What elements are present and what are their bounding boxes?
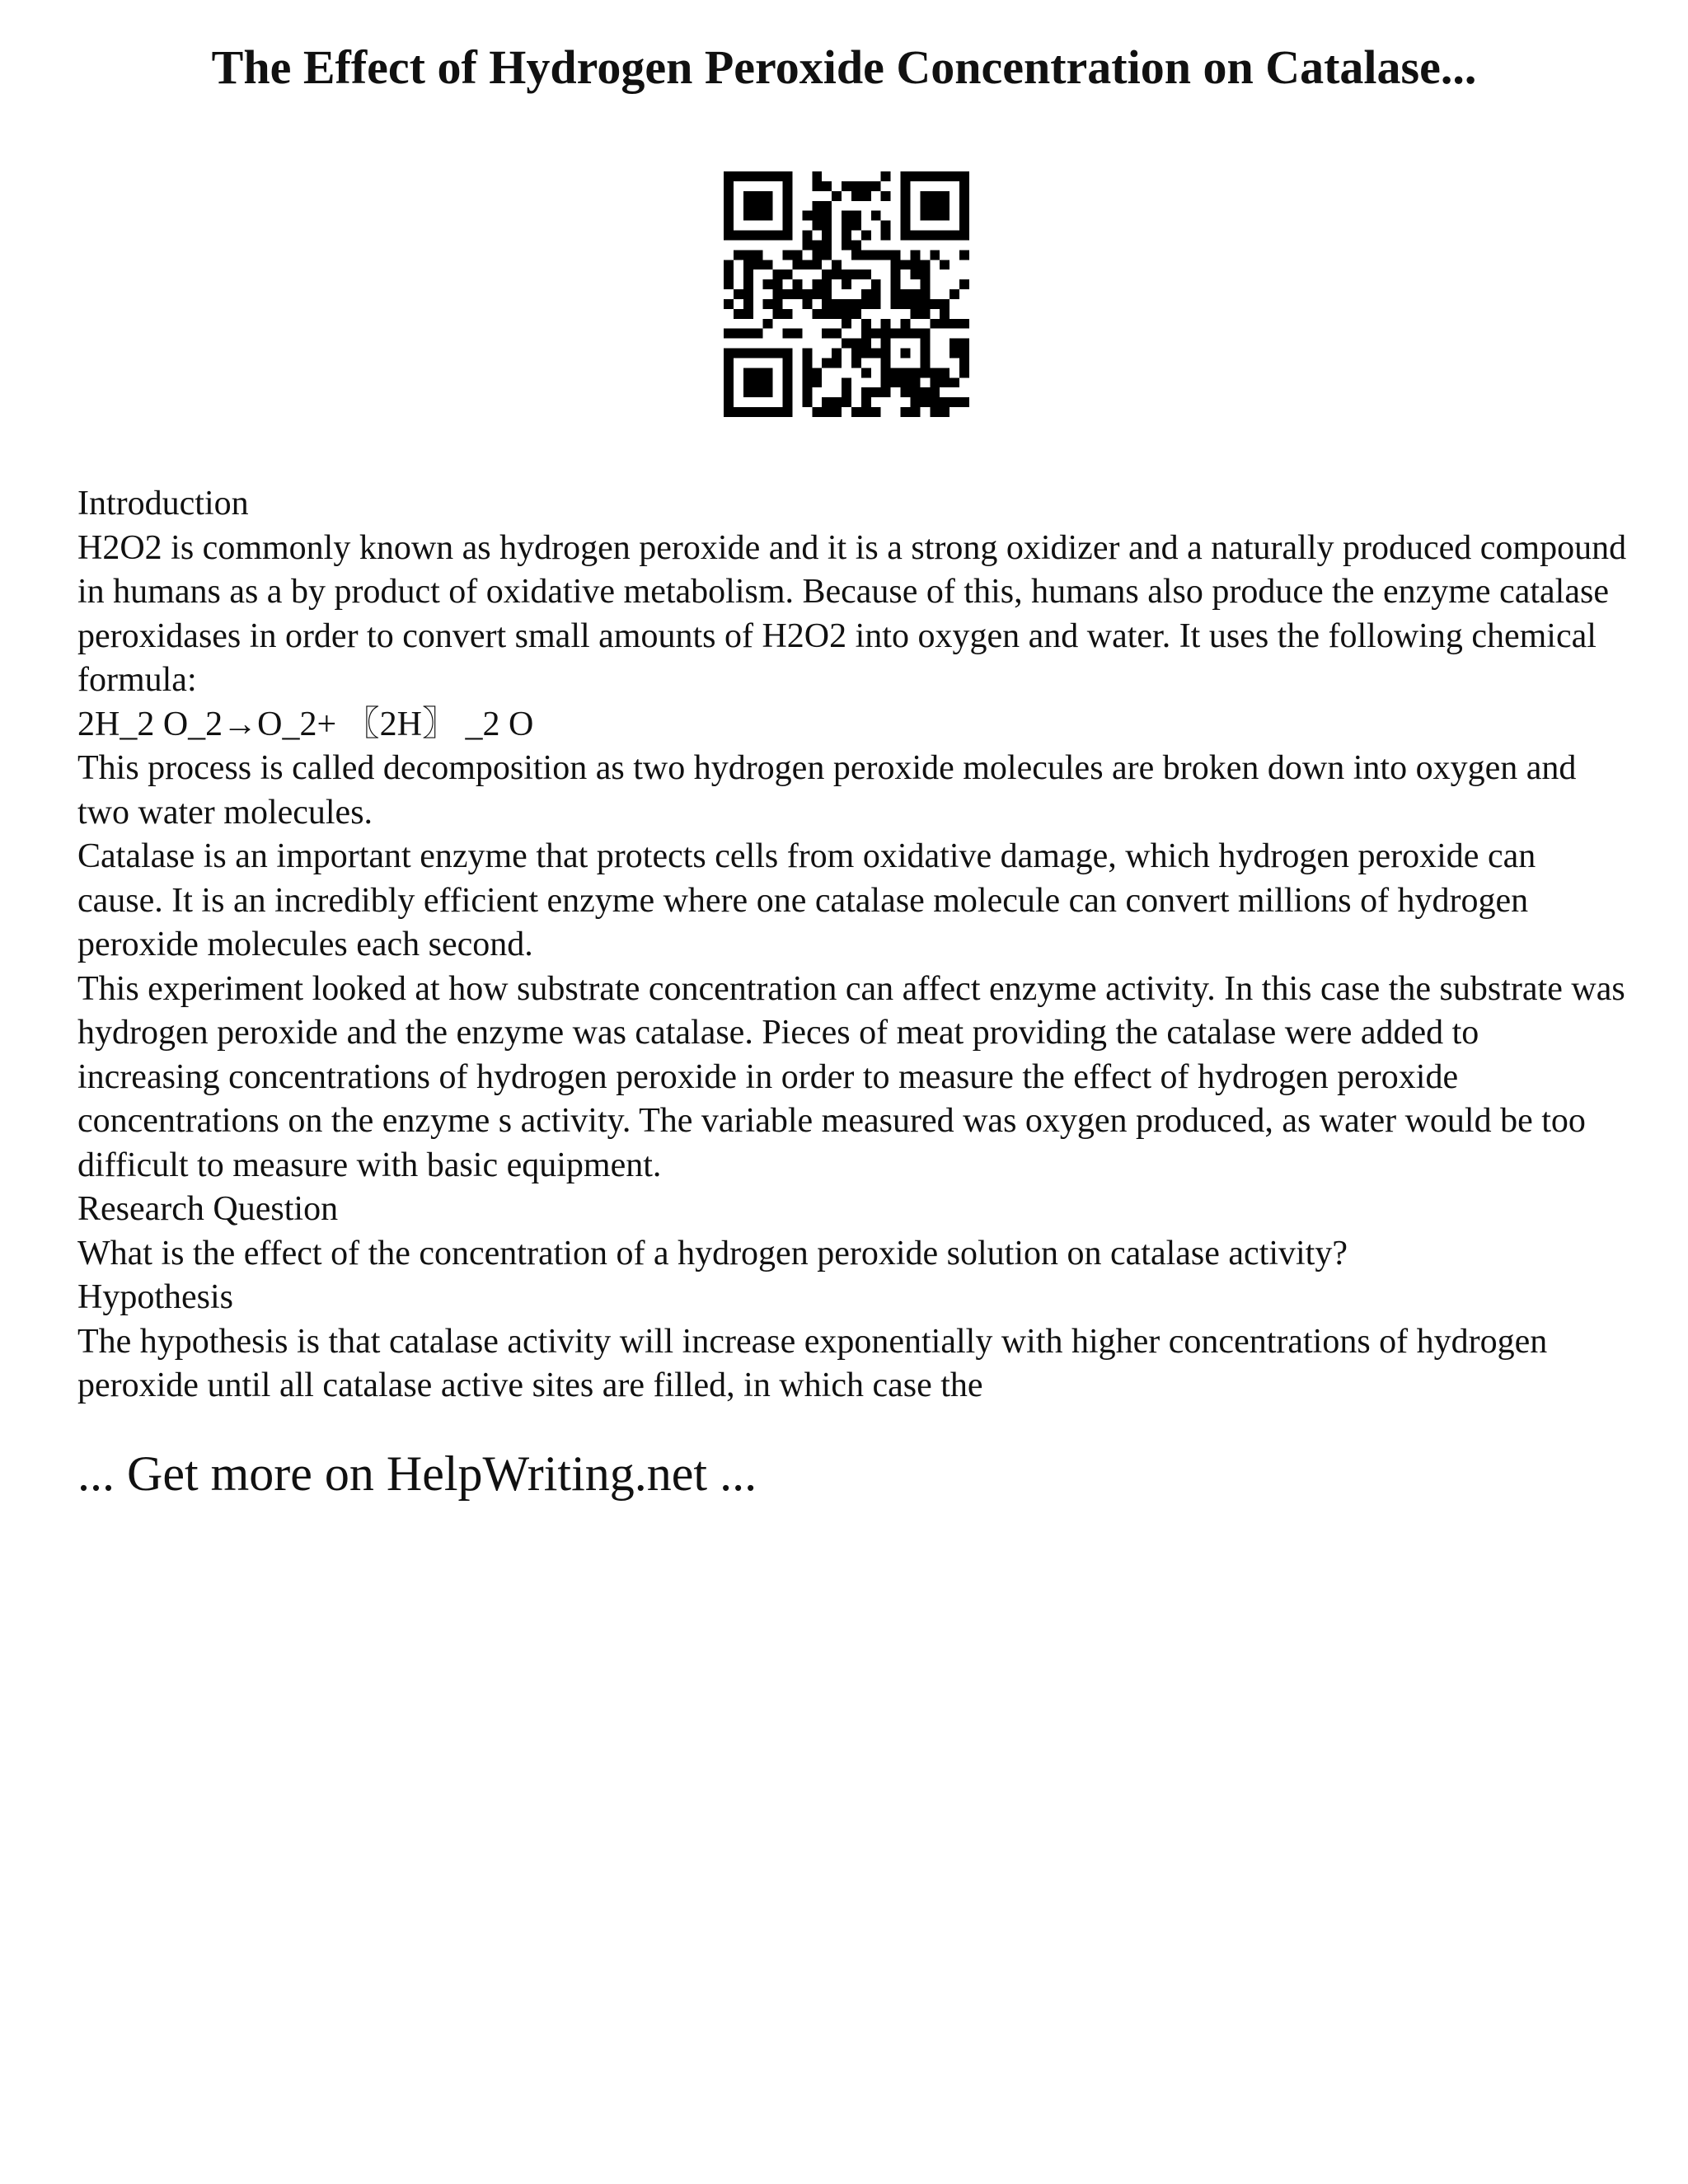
chemical-formula: 2H_2 O_2→O_2+ 〖2H〗 _2 O: [77, 705, 534, 743]
heading-introduction: Introduction: [77, 485, 249, 523]
document-body: [77, 482, 1627, 1408]
paragraph-research-question: What is the effect of the concentration of a hydrogen peroxide solution on catalase activity?: [77, 1234, 1348, 1272]
paragraph-hypothesis: The hypothesis is that catalase activity will increase exponentially with higher concentrations of hydrogen peroxide until all catalase active sites are filled, in which case the: [77, 1322, 1548, 1404]
document-title: The Effect of Hydrogen Peroxide Concentration on Catalase...: [211, 40, 1477, 94]
heading-research-question: Research Question: [77, 1190, 339, 1228]
paragraph-experiment: This experiment looked at how substrate concentration can affect enzyme activity. In this case the substrate was hydrogen peroxide and the enzyme was catalase. Pieces of meat providing the catalase were added to increasing concentrations of hydrogen peroxide in order to measure the effect of hydrogen peroxide concentrations on the enzyme s activity. The variable measured was oxygen produced, as water would be too difficult to measure with basic equipment.: [77, 969, 1625, 1184]
paragraph-decomposition: This process is called decomposition as two hydrogen peroxide molecules are broken down into oxygen and two water molecules.: [77, 749, 1577, 832]
paragraph-catalase: Catalase is an important enzyme that protects cells from oxidative damage, which hydrogen peroxide can cause. It is an incredibly efficient enzyme where one catalase molecule can convert millions of hydrogen peroxide molecules each second.: [77, 837, 1536, 963]
qr-code-image: [724, 171, 969, 417]
qr-code-graphic: [724, 171, 969, 417]
paragraph-intro-h2o2: H2O2 is commonly known as hydrogen peroxide and it is a strong oxidizer and a naturally produced compound in humans as a by product of oxidative metabolism. Because of this, humans also produce the enzyme catalase peroxidases in order to convert small amounts of H2O2 into oxygen and water. It uses the following chemical formula:: [77, 528, 1627, 699]
get-more-link[interactable]: ... Get more on HelpWriting.net ...: [77, 1446, 757, 1501]
heading-hypothesis: Hypothesis: [77, 1278, 233, 1316]
